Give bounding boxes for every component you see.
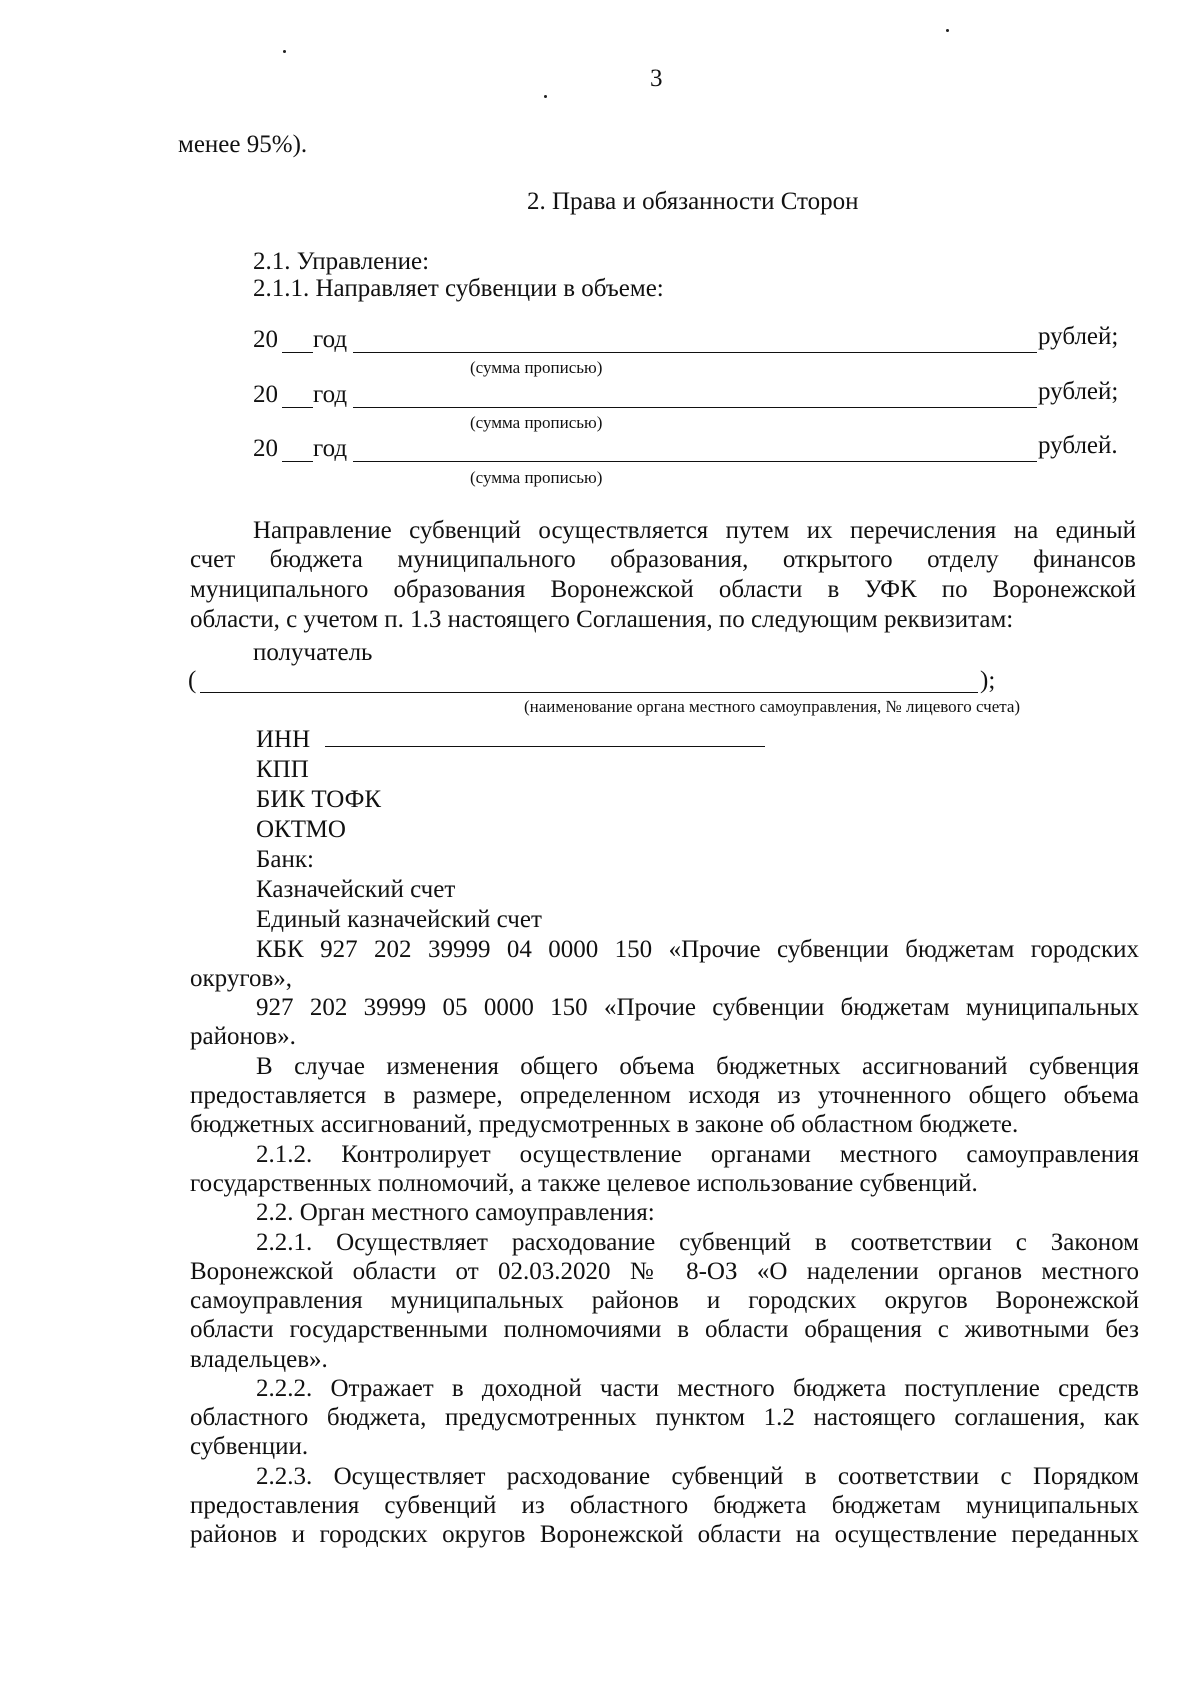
clause-2-2-1-line: самоуправления муниципальных районов и городских округов Воронежской: [190, 1287, 1139, 1314]
year-word: год: [313, 381, 348, 408]
clause-2-2-2-line: 2.2.2. Отражает в доходной части местного бюджета поступление средств: [256, 1375, 1139, 1402]
paragraph-line: Направление субвенций осуществляется путем их перечисления на единый: [253, 517, 1136, 544]
kbk-line: КБК 927 202 39999 04 0000 150 «Прочие субвенции бюджетам городских: [256, 936, 1139, 963]
kbk-line: округов»,: [190, 965, 293, 992]
year-blank: [282, 461, 313, 462]
clause-2-1: 2.1. Управление:: [253, 248, 430, 275]
year-prefix: 20: [253, 326, 278, 353]
scan-speck: [946, 29, 949, 32]
recipient-close-paren: );: [980, 667, 996, 694]
paragraph-line: счет бюджета муниципального образования, открытого отделу финансов: [190, 546, 1136, 573]
clause-2-2-3-line: предоставления субвенций из областного бюджета бюджетам муниципальных: [190, 1492, 1139, 1519]
clause-2-2-2-line: областного бюджета, предусмотренных пунктом 1.2 настоящего соглашения, как: [190, 1404, 1139, 1431]
clause-2-2-3-line: районов и городских округов Воронежской области на осуществление переданных: [190, 1521, 1139, 1548]
year-word: год: [313, 435, 348, 462]
amount-caption: (сумма прописью): [470, 413, 603, 432]
amount-caption: (сумма прописью): [470, 358, 603, 377]
paragraph-line: бюджетных ассигнований, предусмотренных в законе об областном бюджете.: [190, 1111, 1019, 1138]
currency-label: рублей;: [1038, 323, 1119, 350]
single-treasury-account-label: Единый казначейский счет: [256, 906, 542, 933]
bik-label: БИК ТОФК: [256, 786, 382, 813]
amount-blank: [353, 461, 1037, 462]
clause-2-2: 2.2. Орган местного самоуправления:: [256, 1199, 655, 1226]
clause-2-2-1-line: 2.2.1. Осуществляет расходование субвенций в соответствии с Законом: [256, 1229, 1139, 1256]
page-number: 3: [650, 65, 663, 92]
year-blank: [282, 407, 313, 408]
clause-2-2-1-line: владельцев».: [190, 1346, 328, 1373]
amount-caption: (сумма прописью): [470, 468, 603, 487]
paragraph-line: области, с учетом п. 1.3 настоящего Соглашения, по следующим реквизитам:: [190, 606, 1014, 633]
clause-2-1-2-line: 2.1.2. Контролирует осуществление органами местного самоуправления: [256, 1141, 1139, 1168]
year-blank: [282, 352, 313, 353]
paragraph-line: муниципального образования Воронежской области в УФК по Воронежской: [190, 576, 1136, 603]
year-prefix: 20: [253, 381, 278, 408]
scan-speck: [544, 95, 547, 98]
section-title: 2. Права и обязанности Сторон: [527, 188, 859, 215]
intro-tail: менее 95%).: [178, 131, 308, 158]
oktmo-label: ОКТМО: [256, 816, 346, 843]
scan-speck: [283, 50, 286, 53]
paragraph-line: предоставляется в размере, определенном исходя из уточненного общего объема: [190, 1082, 1139, 1109]
clause-2-1-1: 2.1.1. Направляет субвенции в объеме:: [253, 275, 664, 302]
recipient-caption: (наименование органа местного самоуправления, № лицевого счета): [524, 697, 1021, 716]
recipient-open-paren: (: [188, 667, 197, 694]
currency-label: рублей;: [1038, 378, 1119, 405]
clause-2-1-2-line: государственных полномочий, а также целевое использование субвенций.: [190, 1170, 978, 1197]
amount-blank: [353, 352, 1037, 353]
bank-label: Банк:: [256, 846, 314, 873]
year-prefix: 20: [253, 435, 278, 462]
recipient-blank: [200, 692, 978, 693]
treasury-account-label: Казначейский счет: [256, 876, 456, 903]
paragraph-line: В случае изменения общего объема бюджетных ассигнований субвенция: [256, 1053, 1139, 1080]
clause-2-2-2-line: субвенции.: [190, 1433, 309, 1460]
kbk-line: 927 202 39999 05 0000 150 «Прочие субвенции бюджетам муниципальных: [256, 994, 1139, 1021]
kbk-line: районов».: [190, 1023, 296, 1050]
clause-2-2-1-line: Воронежской области от 02.03.2020 № 8-ОЗ «О наделении органов местного: [190, 1258, 1139, 1285]
inn-blank: [325, 746, 765, 747]
year-word: год: [313, 326, 348, 353]
clause-2-2-1-line: области государственными полномочиями в области обращения с животными без: [190, 1316, 1139, 1343]
inn-label: ИНН: [256, 726, 311, 753]
amount-blank: [353, 407, 1037, 408]
kpp-label: КПП: [256, 756, 309, 783]
recipient-label: получатель: [253, 639, 373, 666]
currency-label: рублей.: [1038, 432, 1118, 459]
clause-2-2-3-line: 2.2.3. Осуществляет расходование субвенций в соответствии с Порядком: [256, 1463, 1139, 1490]
